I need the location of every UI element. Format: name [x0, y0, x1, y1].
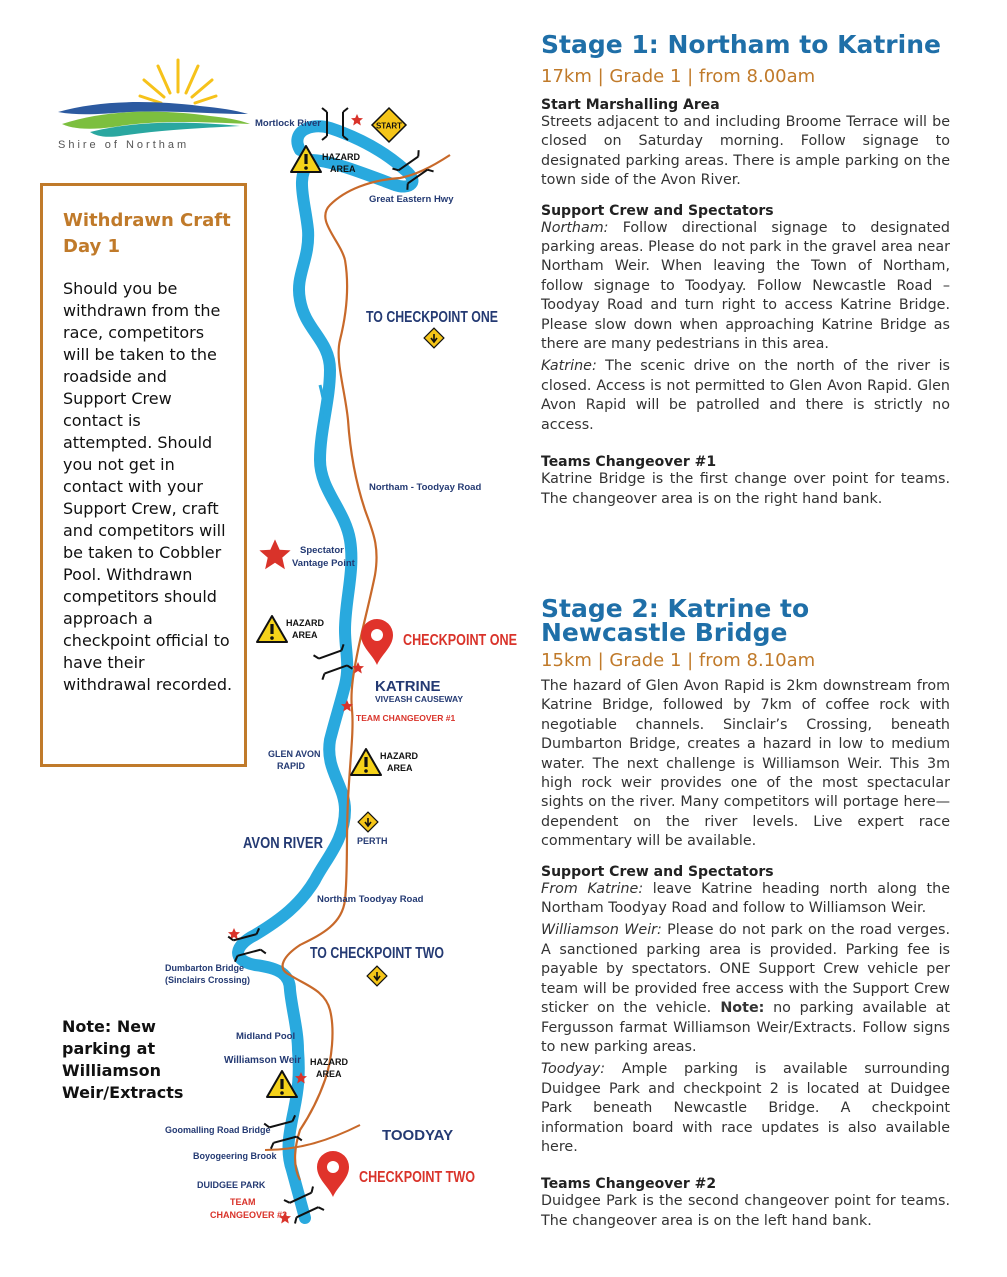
label-vantage-point: Vantage Point — [292, 558, 355, 569]
label-team-changeover-1: TEAM CHANGEOVER #1 — [356, 713, 456, 723]
stage1-section — [541, 30, 950, 509]
direction-diamond-perth-icon — [358, 812, 378, 832]
label-hazard-3b: AREA — [387, 763, 413, 773]
label-viveash: VIVEASH CAUSEWAY — [375, 694, 464, 704]
withdrawn-title: Withdrawn Craft Day 1 — [63, 210, 231, 257]
checkpoint-one-pin-icon — [361, 619, 393, 665]
stage2-support-toodyay — [541, 1060, 950, 1157]
start-sign-icon — [372, 108, 406, 142]
start-star-icon — [351, 114, 363, 126]
stage1-marshalling-body: Streets adjacent to and including Broome Terrace will be closed on Saturday morning. Follow signage to designated parking areas. There is ample parking on the town side of the Avon River. — [541, 114, 950, 189]
hazard-3-icon — [351, 749, 381, 775]
label-katrine: KATRINE — [375, 678, 441, 695]
stage2-changeover-heading: Teams Changeover #2 — [541, 1176, 717, 1193]
stage1-support-northam — [541, 219, 950, 355]
withdrawn-craft-box — [40, 183, 247, 767]
label-sinclairs-crossing: (Sinclairs Crossing) — [165, 975, 251, 985]
stage2-katrine-lead: From Katrine: — [541, 880, 644, 897]
label-hazard-4a: HAZARD — [310, 1057, 348, 1067]
stage1-marshalling-heading: Start Marshalling Area — [541, 97, 720, 113]
label-boyogeering: Boyogeering Brook — [193, 1151, 277, 1161]
stage2-support-heading: Support Crew and Spectators — [541, 863, 774, 880]
stage2-williamson-text: Please do not park on the road verges. A sanctioned parking area is provided. Parking fee is payable by spectators. ONE Support Crew vehicle per team will be provided free access with the Support Crew sticker on the vehicle. — [541, 922, 950, 1017]
label-team: TEAM — [230, 1197, 256, 1207]
stage2-subtitle: 15km | Grade 1 | from 8.10am — [541, 650, 816, 671]
label-spectator: Spectator — [300, 545, 344, 556]
stage2-williamson-note: Note: — [711, 1000, 765, 1017]
label-hazard-2b: AREA — [292, 630, 318, 640]
label-goomalling: Goomalling Road Bridge — [165, 1125, 271, 1135]
label-dumbarton-bridge: Dumbarton Bridge — [165, 963, 245, 973]
stage1-changeover-body: Katrine Bridge is the first change over point for teams. The changeover area is on the right hand bank. — [541, 471, 950, 507]
label-checkpoint-one: CHECKPOINT ONE — [403, 632, 518, 649]
label-avon-river: AVON RIVER — [243, 835, 324, 852]
stage2-title: Stage 2: Katrine to Newcastle Bridge — [541, 594, 810, 647]
label-toodyay: TOODYAY — [382, 1127, 454, 1144]
stage2-support-williamson — [541, 921, 950, 1057]
label-hazard-3a: HAZARD — [380, 751, 418, 761]
label-checkpoint-two: CHECKPOINT TWO — [359, 1169, 475, 1186]
label-williamson-weir: Williamson Weir — [224, 1055, 301, 1066]
withdrawn-body: Should you be withdrawn from the race, competitors will be taken to the roadside and Support Crew contact is attempted. Should you not get in contact with your Support Crew, craft and competitors will be taken to Cobbler Pool. Withdrawn competitors should approach a checkpoint official to have their withdrawal recorded. — [63, 279, 233, 694]
stage1-katrine-lead: Katrine: — [541, 358, 597, 375]
label-midland-pool: Midland Pool — [236, 1031, 296, 1042]
spectator-star-icon — [259, 539, 290, 569]
label-great-eastern: Great Eastern Hwy — [369, 194, 454, 205]
svg-text:START: START — [375, 121, 403, 131]
hazard-2-icon — [257, 616, 287, 642]
stage2-katrine-text: leave Katrine heading north along the Northam Toodyay Road and follow to Williamson Weir. — [541, 880, 950, 917]
stage1-support-katrine — [541, 357, 950, 435]
direction-diamond-1-icon — [424, 328, 444, 348]
stage2-support-katrine — [541, 880, 950, 919]
stage1-northam-text: Follow directional signage to designated parking areas. Please do not park in the gravel area near Northam Weir. When leaving the Town of Northam, follow signage to Toodyay. Follow Newcastle Road – Toodyay Road and turn right to access Katrine Bridge. Please slow down when approaching Katrine Bridge as there are many pedestrians in this area. — [541, 219, 950, 353]
stage2-hazards-body: The hazard of Glen Avon Rapid is 2km downstream from Katrine Bridge, followed by 7km of coffee rock with negotiable channels. Sinclair’s Crossing, beneath Dumbarton Bridge, creates a hazard in low to medium water. The next challenge is Williamson Weir. This 3m high rock weir provides one of the most spectacular sights on the river. Many competitors will portage here—dependent on the river levels. Live expert race commentary will be available. — [541, 678, 950, 850]
stage1-subtitle: 17km | Grade 1 | from 8.00am — [541, 66, 816, 87]
stage2-toodyay-lead: Toodyay: — [541, 1061, 606, 1078]
stage1-northam-lead: Northam: — [541, 219, 609, 236]
label-hazard-1a: HAZARD — [322, 152, 360, 162]
stage1-support-heading: Support Crew and Spectators — [541, 202, 774, 219]
label-hazard-4b: AREA — [316, 1069, 342, 1079]
stage2-section — [541, 594, 951, 1231]
label-northam-toodyay-road-2: Northam Toodyay Road — [317, 894, 424, 905]
label-hazard-2a: HAZARD — [286, 618, 324, 628]
label-hazard-1b: AREA — [330, 164, 356, 174]
stage2-changeover-body: Duidgee Park is the second changeover point for teams. The changeover area is on the left hand bank. — [541, 1193, 950, 1229]
checkpoint-two-pin-icon — [317, 1151, 349, 1197]
shire-logo — [58, 60, 250, 137]
label-duidgee-park: DUIDGEE PARK — [197, 1180, 266, 1190]
stage1-changeover-heading: Teams Changeover #1 — [541, 454, 717, 471]
label-perth: PERTH — [357, 836, 388, 846]
label-glen-avon: GLEN AVON — [268, 749, 321, 759]
label-team-changeover-2: CHANGEOVER #2 — [210, 1210, 288, 1220]
label-to-checkpoint-one: TO CHECKPOINT ONE — [366, 309, 499, 326]
label-to-checkpoint-two: TO CHECKPOINT TWO — [310, 945, 444, 962]
label-glen-avon-rapid: RAPID — [277, 761, 306, 771]
label-northam-toodyay-road: Northam - Toodyay Road — [369, 482, 482, 493]
stage1-title: Stage 1: Northam to Katrine — [541, 30, 941, 59]
stage2-williamson-tail: no parking available at Fergusson farmat Williamson Weir/Extracts. Follow signs to new parking areas. — [541, 1000, 951, 1055]
parking-note: Note: New parking at Williamson Weir/Extracts — [62, 1017, 184, 1102]
stage1-katrine-text: The scenic drive on the north of the river is closed. Access is not permitted to Glen Avon Rapid. Glen Avon Rapid will be patrolled and there is strictly no access. — [541, 358, 950, 433]
stage2-toodyay-text: Ample parking is available surrounding Duidgee Park and checkpoint 2 is located at Duidgee Park beneath Newcastle Bridge. A checkpoint information board with race updates is also available here. — [541, 1061, 950, 1155]
direction-diamond-2-icon — [367, 966, 387, 986]
label-mortlock: Mortlock River — [255, 118, 321, 129]
stage2-williamson-lead: Williamson Weir: — [541, 922, 662, 939]
logo-text: Shire of Northam — [58, 139, 190, 151]
